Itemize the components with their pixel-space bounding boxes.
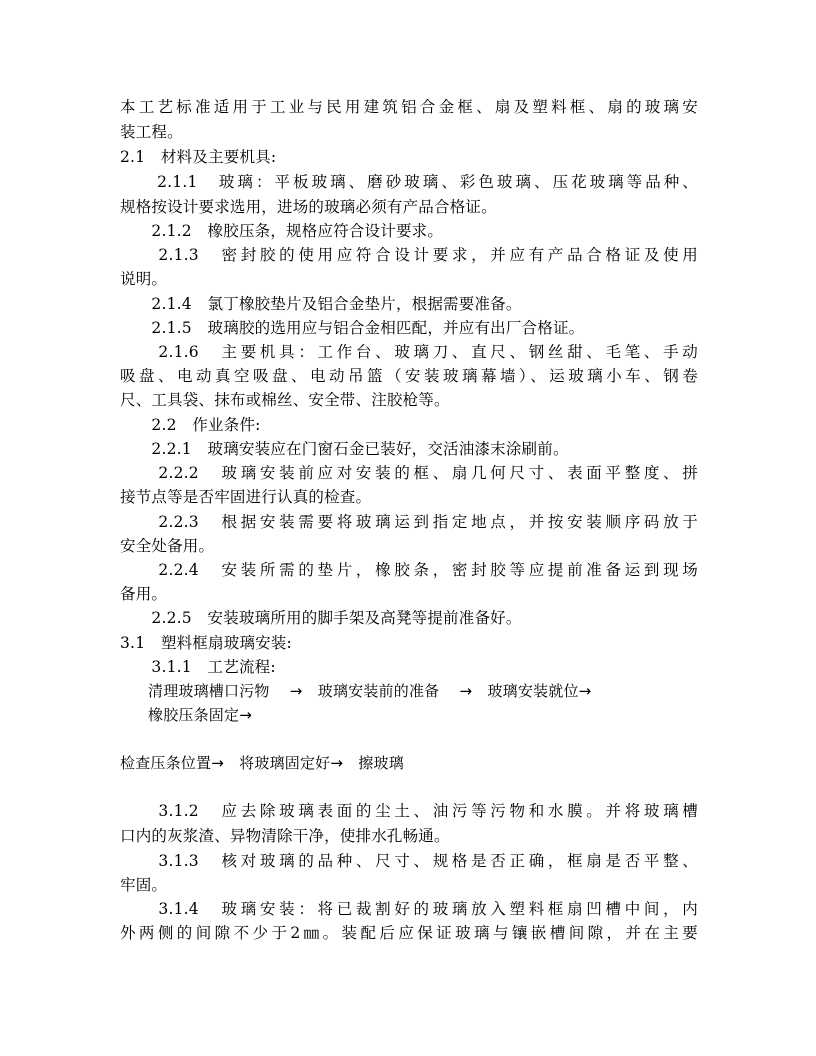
section-heading: 2.1 材料及主要机具: bbox=[120, 148, 277, 166]
process-flow-line: 清理玻璃槽口污物 → 玻璃安装前的准备 → 玻璃安装就位→ bbox=[148, 682, 592, 700]
text-line: 2.1.1 玻璃：平板玻璃、磨砂玻璃、彩色玻璃、压花玻璃等品种、 bbox=[120, 173, 698, 191]
text-line: 备用。 bbox=[120, 585, 168, 603]
process-flow-line: 检查压条位置→ 将玻璃固定好→ 擦玻璃 bbox=[120, 754, 404, 772]
text-line: 3.1.1 工艺流程: bbox=[120, 658, 276, 676]
section-heading: 3.1 塑料框扇玻璃安装: bbox=[120, 634, 292, 652]
text-line: 2.1.2 橡胶压条，规格应符合设计要求。 bbox=[120, 222, 444, 240]
text-line: 3.1.4 玻璃安装：将已裁割好的玻璃放入塑料框扇凹槽中间，内 bbox=[120, 900, 698, 918]
text-line: 2.1.3 密封胶的使用应符合设计要求，并应有产品合格证及使用 bbox=[120, 246, 698, 264]
text-line: 装工程。 bbox=[120, 123, 183, 141]
text-line: 2.1.5 玻璃胶的选用应与铝合金相匹配，并应有出厂合格证。 bbox=[120, 319, 585, 337]
text-line: 2.2.1 玻璃安装应在门窗石金已装好，交活油漆末涂刷前。 bbox=[120, 440, 569, 458]
text-line: 2.2.3 根据安装需要将玻璃运到指定地点，并按安装顺序码放于 bbox=[120, 513, 698, 531]
process-flow-line: 橡胶压条固定→ bbox=[148, 706, 252, 724]
text-line: 2.2.2 玻璃安装前应对安装的框、扇几何尺寸、表面平整度、拼 bbox=[120, 464, 698, 482]
text-line: 接节点等是否牢固进行认真的检查。 bbox=[120, 488, 372, 506]
section-heading: 2.2 作业条件: bbox=[120, 416, 261, 434]
text-line: 吸盘、电动真空吸盘、电动吊篮（安装玻璃幕墙）、运玻璃小车、钢卷 bbox=[120, 367, 698, 385]
text-line: 外两侧的间隙不少于2㎜。装配后应保证玻璃与镶嵌槽间隙，并在主要 bbox=[120, 924, 698, 942]
text-line: 规格按设计要求选用，进场的玻璃必须有产品合格证。 bbox=[120, 198, 497, 216]
text-line: 说明。 bbox=[120, 270, 168, 288]
text-line: 牢固。 bbox=[120, 876, 168, 894]
text-line: 本工艺标准适用于工业与民用建筑铝合金框、扇及塑料框、扇的玻璃安 bbox=[120, 98, 698, 116]
text-line: 3.1.3 核对玻璃的品种、尺寸、规格是否正确，框扇是否平整、 bbox=[120, 852, 698, 870]
text-line: 尺、工具袋、抹布或棉丝、安全带、注胶枪等。 bbox=[120, 391, 450, 409]
text-line: 2.1.4 氯丁橡胶垫片及铝合金垫片，根据需要准备。 bbox=[120, 295, 522, 313]
text-line: 3.1.2 应去除玻璃表面的尘土、油污等污物和水膜。并将玻璃槽 bbox=[120, 802, 698, 820]
text-line: 口内的灰浆渣、异物清除干净，使排水孔畅通。 bbox=[120, 827, 450, 845]
text-line: 2.2.4 安装所需的垫片，橡胶条，密封胶等应提前准备运到现场 bbox=[120, 561, 698, 579]
text-line: 安全处备用。 bbox=[120, 537, 215, 555]
text-line: 2.2.5 安装玻璃所用的脚手架及高凳等提前准备好。 bbox=[120, 609, 522, 627]
text-line: 2.1.6 主要机具：工作台、玻璃刀、直尺、钢丝甜、毛笔、手动 bbox=[120, 343, 698, 361]
